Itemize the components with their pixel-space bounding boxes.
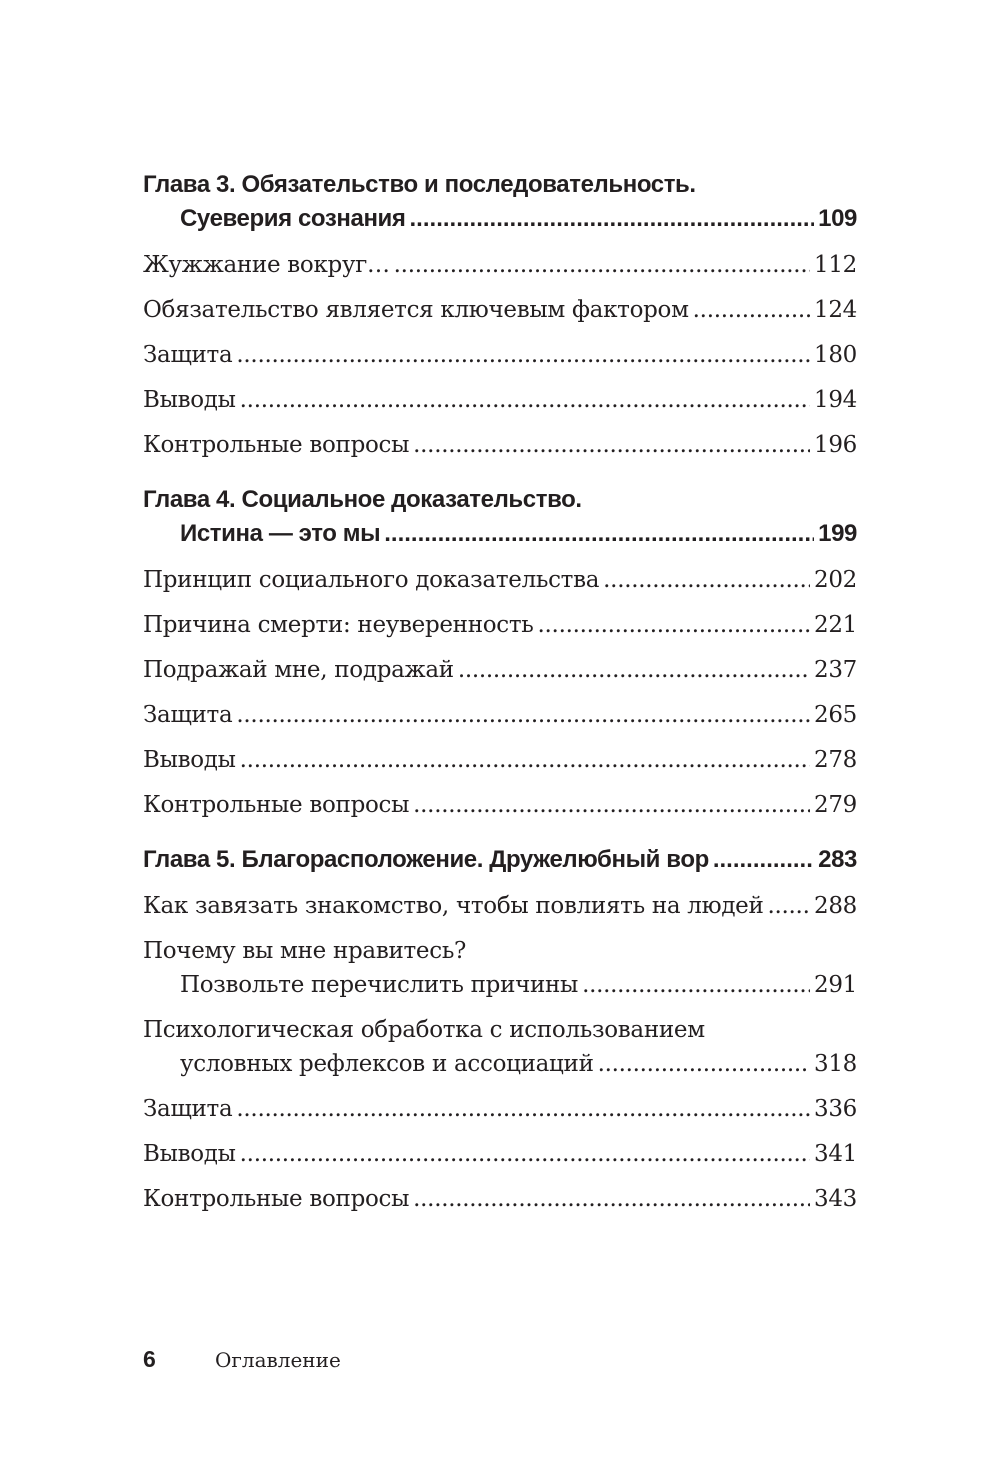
toc-entry[interactable]: [143, 1137, 857, 1171]
entry-label-line2: Позвольте перечислить причины: [180, 972, 579, 998]
toc-entry[interactable]: [143, 1182, 857, 1216]
dot-leader: [240, 383, 810, 417]
dot-leader: [768, 889, 810, 923]
entry-label: Выводы: [143, 387, 236, 413]
entry-label-line1: Психологическая обработка с использованием: [143, 1017, 705, 1043]
entry-label: Обязательство является ключевым фактором: [143, 297, 689, 323]
dot-leader: [598, 1047, 810, 1081]
running-header-title: Оглавление: [215, 1348, 341, 1372]
entry-page-number: 237: [814, 657, 857, 683]
entry-label: Контрольные вопросы: [143, 432, 410, 458]
toc-entry[interactable]: [143, 743, 857, 777]
entry-label: Подражай мне, подражай: [143, 657, 454, 683]
toc-entry[interactable]: [143, 248, 857, 282]
chapter-title-line1: Глава 5. Благорасположение. Дружелюбный вор: [143, 846, 709, 873]
dot-leader: [410, 202, 815, 236]
dot-leader: [394, 248, 810, 282]
entry-label: Как завязать знакомство, чтобы повлиять на людей: [143, 893, 764, 919]
chapter-title-line2: Суеверия сознания: [180, 205, 406, 232]
entry-label: Принцип социального доказательства: [143, 567, 600, 593]
chapter-page-number: 283: [818, 846, 857, 873]
dot-leader: [236, 1092, 810, 1126]
entry-page-number: 318: [814, 1051, 857, 1077]
toc-entry[interactable]: [143, 1092, 857, 1126]
dot-leader: [538, 608, 810, 642]
toc-entry[interactable]: [143, 1013, 857, 1081]
toc-entry[interactable]: [143, 293, 857, 327]
dot-leader: [713, 843, 814, 877]
entry-page-number: 196: [814, 432, 857, 458]
dot-leader: [582, 968, 810, 1002]
dot-leader: [384, 517, 814, 551]
entry-label-line2: условных рефлексов и ассоциаций: [180, 1051, 594, 1077]
table-of-contents: [143, 168, 857, 1216]
entry-page-number: 336: [814, 1096, 857, 1122]
entry-label: Контрольные вопросы: [143, 1186, 410, 1212]
chapter-title-line1: Глава 3. Обязательство и последовательность.: [143, 171, 696, 198]
dot-leader: [603, 563, 810, 597]
dot-leader: [413, 428, 810, 462]
entry-page-number: 124: [814, 297, 857, 323]
entry-label: Защита: [143, 342, 233, 368]
page-footer: [143, 1346, 341, 1373]
entry-label-line1: Почему вы мне нравитесь?: [143, 938, 467, 964]
entry-page-number: 221: [814, 612, 857, 638]
entry-label: Жужжание вокруг…: [143, 252, 390, 278]
toc-entry[interactable]: [143, 698, 857, 732]
entry-page-number: 202: [814, 567, 857, 593]
toc-entry[interactable]: [143, 563, 857, 597]
chapter-5-heading[interactable]: [143, 843, 857, 877]
entry-page-number: 180: [814, 342, 857, 368]
toc-entry[interactable]: [143, 338, 857, 372]
chapter-3-heading[interactable]: [143, 168, 857, 236]
dot-leader: [236, 338, 810, 372]
entry-page-number: 194: [814, 387, 857, 413]
entry-label: Выводы: [143, 1141, 236, 1167]
dot-leader: [458, 653, 810, 687]
entry-page-number: 278: [814, 747, 857, 773]
entry-label: Причина смерти: неуверенность: [143, 612, 534, 638]
entry-page-number: 343: [814, 1186, 857, 1212]
toc-entry[interactable]: [143, 788, 857, 822]
dot-leader: [236, 698, 810, 732]
entry-label: Защита: [143, 1096, 233, 1122]
page-number: 6: [143, 1346, 156, 1372]
entry-label: Контрольные вопросы: [143, 792, 410, 818]
entry-page-number: 265: [814, 702, 857, 728]
entry-page-number: 288: [814, 893, 857, 919]
dot-leader: [413, 1182, 810, 1216]
entry-label: Защита: [143, 702, 233, 728]
toc-entry[interactable]: [143, 653, 857, 687]
entry-page-number: 279: [814, 792, 857, 818]
toc-entry[interactable]: [143, 383, 857, 417]
toc-entry[interactable]: [143, 934, 857, 1002]
chapter-page-number: 109: [818, 205, 857, 232]
dot-leader: [240, 1137, 810, 1171]
dot-leader: [413, 788, 810, 822]
chapter-title-line2: Истина — это мы: [180, 520, 381, 547]
toc-entry[interactable]: [143, 428, 857, 462]
toc-entry[interactable]: [143, 608, 857, 642]
entry-page-number: 341: [814, 1141, 857, 1167]
entry-page-number: 291: [814, 972, 857, 998]
entry-page-number: 112: [814, 252, 857, 278]
chapter-title-line1: Глава 4. Социальное доказательство.: [143, 486, 582, 513]
chapter-4-heading[interactable]: [143, 483, 857, 551]
dot-leader: [693, 293, 810, 327]
dot-leader: [240, 743, 810, 777]
entry-label: Выводы: [143, 747, 236, 773]
chapter-page-number: 199: [818, 520, 857, 547]
toc-entry[interactable]: [143, 889, 857, 923]
